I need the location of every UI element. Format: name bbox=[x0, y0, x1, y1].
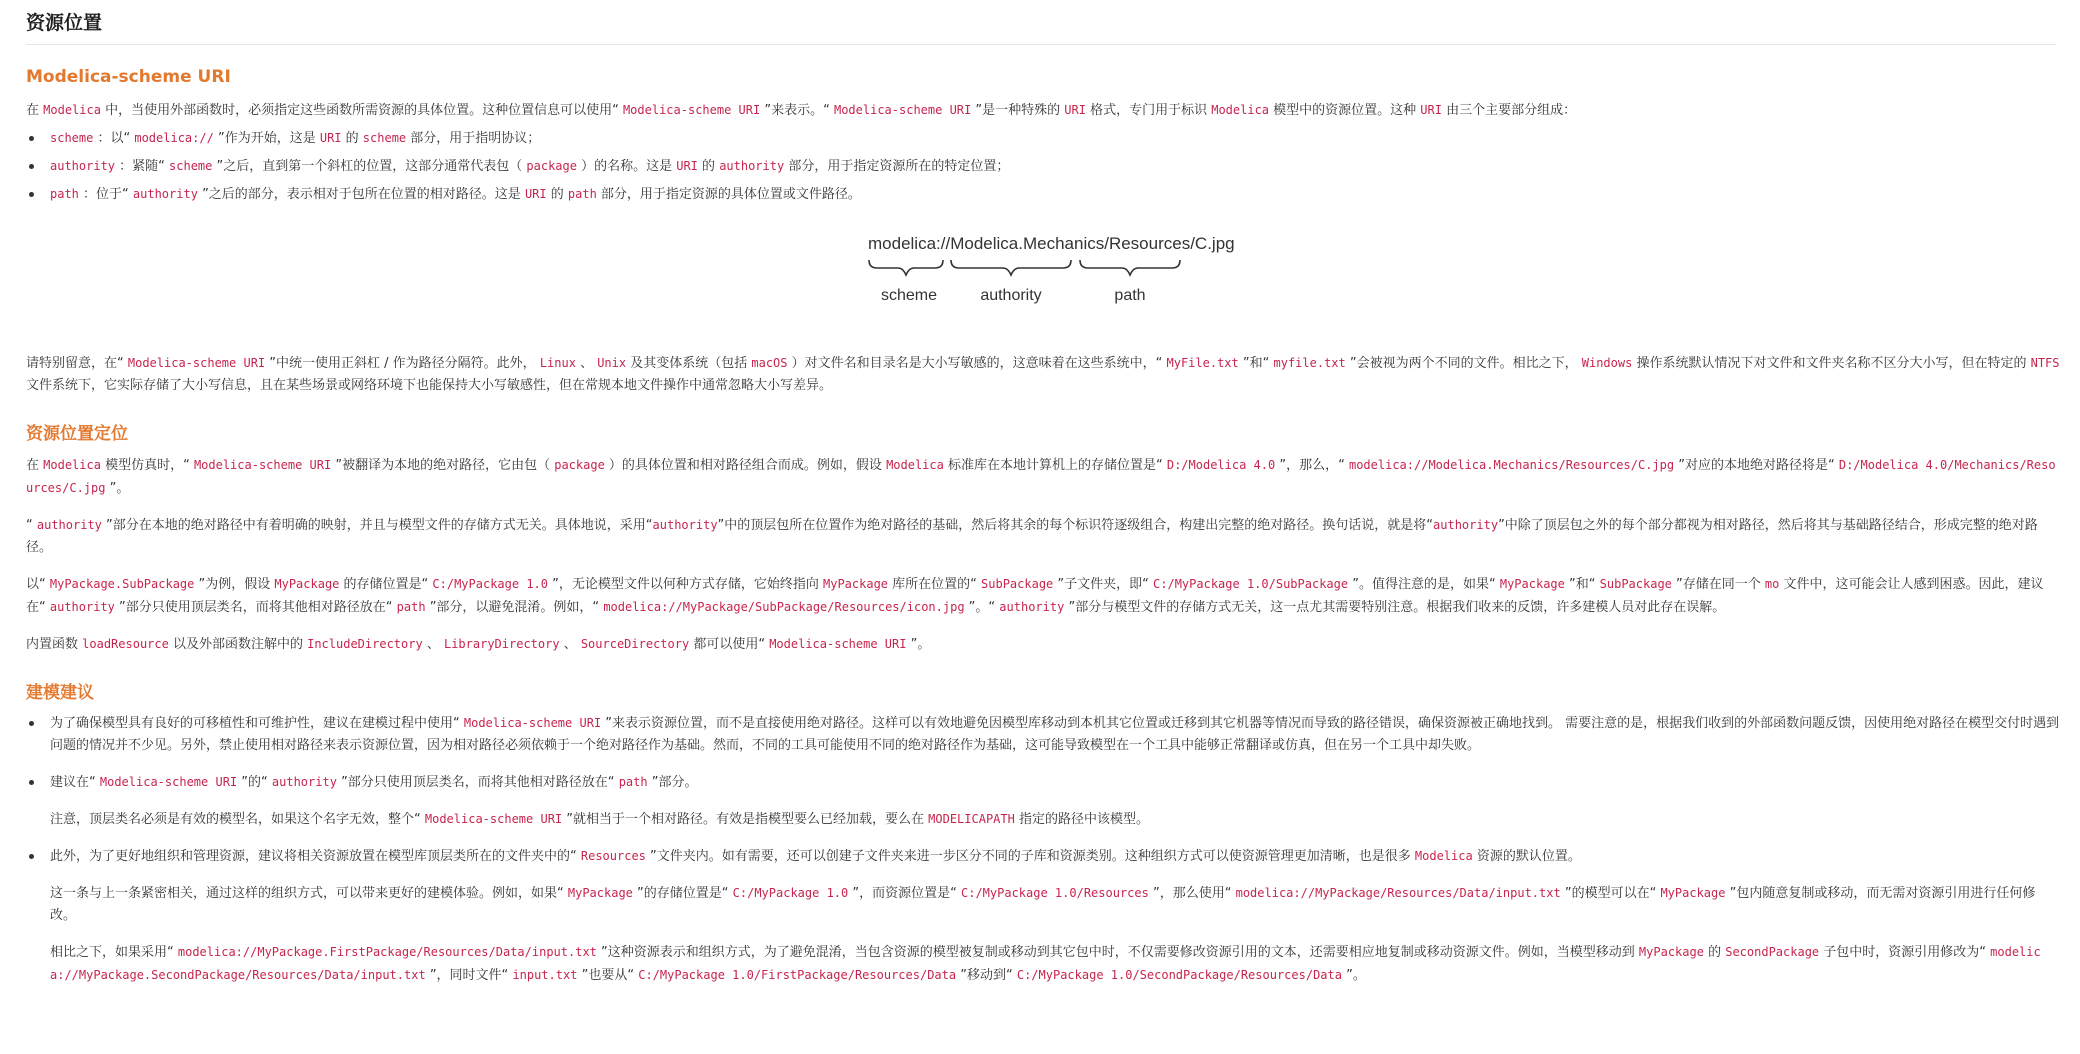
text-run: 在 bbox=[26, 103, 44, 118]
text-run: ）对文件名和目录名是大小写敏感的，这意味着在这些系统中，“ bbox=[787, 356, 1167, 371]
text-run: 格式，专门用于标识 bbox=[1085, 103, 1212, 118]
inline-code: Modelica bbox=[886, 458, 944, 472]
inline-code: MyPackage bbox=[567, 886, 633, 900]
text-run: ”。值得注意的是，如果“ bbox=[1348, 577, 1500, 592]
inline-code: scheme bbox=[362, 131, 407, 145]
text-run: 中，当使用外部函数时，必须指定这些函数所需资源的具体位置。这种位置信息可以使用“ bbox=[100, 103, 623, 118]
list-item-scheme bbox=[26, 127, 2060, 150]
inline-code: MyPackage bbox=[1638, 945, 1704, 959]
inline-code: package bbox=[526, 159, 577, 173]
text-run: 相比之下，如果采用“ bbox=[50, 945, 178, 960]
text-run: 注意，顶层类名必须是有效的模型名，如果这个名字无效，整个“ bbox=[50, 812, 425, 827]
inline-code: Modelica-scheme URI bbox=[127, 356, 266, 370]
section-heading-resource-location: 资源位置定位 bbox=[26, 424, 128, 444]
inline-code: MyPackage bbox=[1499, 577, 1565, 591]
text-run: 指定的路径中该模型。 bbox=[1014, 812, 1149, 827]
text-run: 的 bbox=[697, 159, 720, 174]
text-run: 库所在位置的“ bbox=[888, 577, 982, 592]
text-run: ）的名称。这是 bbox=[576, 159, 677, 174]
text-run: ”之后的部分，表示相对于包所在位置的相对路径。这是 bbox=[197, 187, 525, 202]
diagram-label-scheme: scheme bbox=[880, 287, 938, 304]
inline-code: authority bbox=[36, 518, 102, 532]
inline-code: SourceDirectory bbox=[580, 637, 690, 651]
diagram-uri-text: modelica://Modelica.Mechanics/Resources/C.jpg bbox=[868, 234, 1235, 253]
inline-code: MyPackage bbox=[1660, 886, 1726, 900]
text-run: 建议在“ bbox=[50, 775, 100, 790]
text-run: 部分，用于指明协议； bbox=[406, 131, 541, 146]
text-run: 、 bbox=[559, 637, 581, 652]
inline-code: authority bbox=[50, 159, 116, 173]
inline-code: Modelica-scheme URI bbox=[424, 812, 563, 826]
inline-code: authority bbox=[1433, 518, 1499, 532]
text-run: 资源的默认位置。 bbox=[1472, 849, 1581, 864]
text-run: ”，那么使用“ bbox=[1148, 886, 1236, 901]
text-run: 的 bbox=[1703, 945, 1726, 960]
text-run: 都可以使用“ bbox=[689, 637, 770, 652]
inline-code: MyPackage bbox=[823, 577, 889, 591]
inline-code: URI bbox=[524, 187, 547, 201]
inline-code: modelica:// bbox=[134, 131, 214, 145]
inline-code: C:/MyPackage 1.0/SecondPackage/Resources/Data bbox=[1016, 968, 1342, 982]
text-run: ”部分只使用顶层类名，而将其他相对路径放在“ bbox=[114, 600, 397, 615]
inline-code: authority bbox=[652, 518, 718, 532]
inline-code: modelica://MyPackage/SubPackage/Resources/icon.jpg bbox=[603, 600, 965, 614]
paragraph-authority-mapping bbox=[26, 514, 2060, 559]
text-run: 操作系统默认情况下对文件和文件夹名称不区分大小写，但在特定的 bbox=[1632, 356, 2031, 371]
inline-code: modelica://MyPackage/Resources/Data/input.txt bbox=[1235, 886, 1561, 900]
list-item-authority bbox=[26, 155, 2060, 178]
inline-code: C:/MyPackage 1.0/FirstPackage/Resources/Data bbox=[638, 968, 957, 982]
text-run: 此外，为了更好地组织和管理资源，建议将相关资源放置在模型库顶层类所在的文件夹中的“ bbox=[50, 849, 581, 864]
text-run: 子包中时，资源引用修改为“ bbox=[1819, 945, 1991, 960]
text-run: 以“ bbox=[26, 577, 50, 592]
list-item-path bbox=[26, 183, 2060, 206]
inline-code: NTFS bbox=[2030, 356, 2060, 370]
inline-code: Linux bbox=[539, 356, 576, 370]
text-run: 内置函数 bbox=[26, 637, 83, 652]
text-run: ”对应的本地绝对路径将是“ bbox=[1674, 458, 1839, 473]
inline-code: mo bbox=[1764, 577, 1780, 591]
inline-code: C:/MyPackage 1.0/Resources bbox=[961, 886, 1149, 900]
text-run: ”这种资源表示和组织方式，为了避免混淆，当包含资源的模型被复制或移动到其它包中时，不仅需要修改资源引用的文本，还需要相应地复制或移动资源文件。例如，当模型移动到 bbox=[596, 945, 1639, 960]
text-run: ”移动到“ bbox=[956, 968, 1017, 983]
text-run: 以及外部函数注解中的 bbox=[168, 637, 308, 652]
text-run: ”，同时文件“ bbox=[425, 968, 513, 983]
text-run: ”。 bbox=[906, 637, 931, 652]
text-run: ”。“ bbox=[964, 600, 1000, 615]
paragraph-builtin-functions bbox=[26, 633, 2060, 656]
inline-code: Modelica bbox=[43, 458, 101, 472]
brace-authority bbox=[951, 260, 1071, 275]
inline-code: authority bbox=[999, 600, 1065, 614]
inline-code: path bbox=[50, 187, 79, 201]
text-run: 请特别留意，在“ bbox=[26, 356, 128, 371]
inline-code: Modelica bbox=[1211, 103, 1270, 117]
diagram-label-authority: authority bbox=[980, 287, 1042, 304]
inline-code: MyPackage bbox=[274, 577, 340, 591]
inline-code: authority bbox=[132, 187, 198, 201]
inline-code: D:/Modelica 4.0/Mechanics/Resources/C.jpg bbox=[26, 458, 2056, 495]
text-run: 标准库在本地计算机上的存储位置是“ bbox=[943, 458, 1167, 473]
text-run: ”就相当于一个相对路径。有效是指模型要么已经加载，要么在 bbox=[562, 812, 929, 827]
text-run: 模型仿真时，“ bbox=[100, 458, 194, 473]
inline-code: C:/MyPackage 1.0/SubPackage bbox=[1153, 577, 1349, 591]
text-run: ”和“ bbox=[1238, 356, 1274, 371]
inline-code: authority bbox=[49, 600, 115, 614]
advice-note-experience bbox=[26, 882, 2060, 927]
text-run: 文件系统下，它实际存储了大小写信息，且在某些场景或网络环境下也能保持大小写敏感性，但在常规本地文件操作中通常忽略大小写差异。 bbox=[26, 378, 833, 393]
inline-code: URI bbox=[1420, 103, 1442, 117]
text-run: ”是一种特殊的 bbox=[971, 103, 1065, 118]
inline-code: IncludeDirectory bbox=[307, 637, 423, 651]
paragraph-example bbox=[26, 573, 2060, 619]
inline-code: scheme bbox=[169, 159, 213, 173]
inline-code: path bbox=[396, 600, 426, 614]
inline-code: D:/Modelica 4.0 bbox=[1166, 458, 1276, 472]
inline-code: MyPackage.SubPackage bbox=[49, 577, 195, 591]
inline-code: Modelica bbox=[1414, 849, 1473, 863]
text-run: ”中统一使用正斜杠 / 作为路径分隔符。此外， bbox=[265, 356, 540, 371]
advice-note-toplevel bbox=[26, 808, 2060, 831]
text-run: ”和“ bbox=[1564, 577, 1600, 592]
text-run: 的存储位置是“ bbox=[339, 577, 433, 592]
text-run: ”也要从“ bbox=[577, 968, 639, 983]
inline-code: Modelica-scheme URI bbox=[622, 103, 761, 117]
text-run: 为了确保模型具有良好的可移植性和可维护性，建议在建模过程中使用“ bbox=[50, 716, 464, 731]
text-run: 部分，用于指定资源所在的特定位置； bbox=[784, 159, 1010, 174]
text-run: 模型中的资源位置。这种 bbox=[1269, 103, 1421, 118]
paragraph-case-sensitivity bbox=[26, 352, 2060, 397]
inline-code: modelica://MyPackage.SecondPackage/Resources/Data/input.txt bbox=[50, 945, 2041, 982]
inline-code: Modelica-scheme URI bbox=[833, 103, 972, 117]
inline-code: LibraryDirectory bbox=[443, 637, 560, 651]
text-run: ”为例，假设 bbox=[194, 577, 275, 592]
text-run: ”的“ bbox=[237, 775, 272, 790]
text-run: ：紧随“ bbox=[115, 159, 170, 174]
inline-code: URI bbox=[1064, 103, 1086, 117]
inline-code: Windows bbox=[1581, 356, 1633, 370]
advice-item-resources-folder bbox=[26, 845, 2060, 868]
inline-code: Modelica-scheme URI bbox=[463, 716, 602, 730]
text-run: ”之后，直到第一个斜杠的位置，这部分通常代表包（ bbox=[212, 159, 527, 174]
brace-path bbox=[1080, 260, 1180, 275]
text-run: ”部分。 bbox=[647, 775, 698, 790]
inline-code: URI bbox=[676, 159, 698, 173]
inline-code: myfile.txt bbox=[1273, 356, 1346, 370]
text-run: ”会被视为两个不同的文件。相比之下， bbox=[1345, 356, 1582, 371]
paragraph-translation bbox=[26, 454, 2060, 500]
page-title: 资源位置 bbox=[26, 10, 2056, 45]
inline-code: MODELICAPATH bbox=[928, 812, 1015, 826]
text-run: ”的存储位置是“ bbox=[632, 886, 733, 901]
text-run: ”。 bbox=[1341, 968, 1366, 983]
text-run: ”子文件夹，即“ bbox=[1053, 577, 1154, 592]
inline-code: input.txt bbox=[512, 968, 578, 982]
text-run: ”来表示。“ bbox=[760, 103, 834, 118]
text-run: 文件中，这可能会让人感到困惑。因此，建议在“ bbox=[26, 577, 2044, 615]
inline-code: loadResource bbox=[82, 637, 169, 651]
inline-code: Modelica-scheme URI bbox=[193, 458, 332, 472]
text-run: 、 bbox=[422, 637, 444, 652]
text-run: ”中除了顶层包之外的每个部分都视为相对路径，然后将其与基础路径结合，形成完整的绝对路径。 bbox=[26, 518, 2038, 555]
inline-code: Modelica-scheme URI bbox=[99, 775, 238, 789]
inline-code: package bbox=[554, 458, 605, 472]
inline-code: C:/MyPackage 1.0 bbox=[432, 577, 548, 591]
text-run: ”来表示资源位置，而不是直接使用绝对路径。这样可以有效地避免因模型库移动到本机其它位置或迁移到其它机器等情况而导致的路径错误，确保资源被正确地找到。 需要注意的是，根据我们收到的外部函数问题反馈，因使用绝对路径在模型交付时遇到问题的情况并不少见。另外，禁止使用相对路径来表示资源位置，因为相对路径必须依赖于一个绝对路径作为基础。然而，不同的工具可能使用不同的绝对路径作为基础，这可能导致模型在一个工具中能够正常翻译或仿真，但在另一个工具中却失败。 bbox=[50, 716, 2060, 753]
advice-item-portability bbox=[26, 712, 2060, 757]
inline-code: Modelica-scheme URI bbox=[769, 637, 907, 651]
text-run: 的 bbox=[546, 187, 568, 202]
text-run: 的 bbox=[341, 131, 363, 146]
text-run: ”作为开始，这是 bbox=[213, 131, 320, 146]
inline-code: SubPackage bbox=[981, 577, 1054, 591]
text-run: ”部分只使用顶层类名，而将其他相对路径放在“ bbox=[336, 775, 619, 790]
text-run: 这一条与上一条紧密相关，通过这样的组织方式，可以带来更好的建模体验。例如，如果“ bbox=[50, 886, 568, 901]
text-run: ”部分，以避免混淆。例如，“ bbox=[425, 600, 604, 615]
inline-code: authority bbox=[719, 159, 785, 173]
inline-code: SecondPackage bbox=[1725, 945, 1820, 959]
text-run: ”中的顶层包所在位置作为绝对路径的基础，然后将其余的每个标识符逐级组合，构建出完整的绝对路径。换句话说，就是将“ bbox=[717, 518, 1434, 533]
text-run: ”文件夹内。如有需要，还可以创建子文件夹来进一步区分不同的子库和资源类别。这种组织方式可以使资源管理更加清晰，也是很多 bbox=[645, 849, 1415, 864]
text-run: “ bbox=[26, 518, 37, 533]
inline-code: modelica://MyPackage.FirstPackage/Resources/Data/input.txt bbox=[177, 945, 597, 959]
text-run: ”被翻译为本地的绝对路径，它由包（ bbox=[331, 458, 555, 473]
text-run: 及其变体系统（包括 bbox=[626, 356, 752, 371]
inline-code: C:/MyPackage 1.0 bbox=[732, 886, 849, 900]
inline-code: SubPackage bbox=[1599, 577, 1672, 591]
uri-structure-diagram bbox=[26, 228, 2056, 338]
text-run: 部分，用于指定资源的具体位置或文件路径。 bbox=[596, 187, 861, 202]
inline-code: scheme bbox=[50, 131, 94, 145]
text-run: ：以“ bbox=[93, 131, 135, 146]
inline-code: Modelica bbox=[43, 103, 101, 117]
diagram-label-path: path bbox=[1114, 287, 1146, 304]
advice-item-authority bbox=[26, 771, 2060, 794]
text-run: ”部分与模型文件的存储方式无关，这一点尤其需要特别注意。根据我们收来的反馈，许多建模人员对此存在误解。 bbox=[1064, 600, 1726, 615]
text-run: ）的具体位置和相对路径组合而成。例如，假设 bbox=[604, 458, 887, 473]
brace-scheme bbox=[869, 260, 943, 275]
text-run: ”。 bbox=[105, 481, 130, 496]
paragraph-intro bbox=[26, 99, 2060, 122]
text-run: ”，而资源位置是“ bbox=[848, 886, 961, 901]
text-run: ”部分在本地的绝对路径中有着明确的映射，并且与模型文件的存储方式无关。具体地说，采用“ bbox=[101, 518, 653, 533]
text-run: ”包内随意复制或移动，而无需对资源引用进行任何修改。 bbox=[50, 886, 2036, 923]
text-run: ：位于“ bbox=[78, 187, 133, 202]
inline-code: path bbox=[618, 775, 648, 789]
inline-code: modelica://Modelica.Mechanics/Resources/C.jpg bbox=[1348, 458, 1675, 472]
inline-code: Resources bbox=[580, 849, 646, 863]
inline-code: macOS bbox=[751, 356, 788, 370]
inline-code: path bbox=[567, 187, 597, 201]
text-run: ”的模型可以在“ bbox=[1560, 886, 1661, 901]
text-run: ”，那么，“ bbox=[1275, 458, 1349, 473]
inline-code: MyFile.txt bbox=[1166, 356, 1239, 370]
section-heading-modeling-advice: 建模建议 bbox=[26, 683, 94, 703]
text-run: ”，无论模型文件以何种方式存储，它始终指向 bbox=[548, 577, 823, 592]
inline-code: authority bbox=[271, 775, 337, 789]
advice-note-comparison bbox=[26, 941, 2060, 987]
text-run: ”存储在同一个 bbox=[1671, 577, 1765, 592]
inline-code: Unix bbox=[597, 356, 627, 370]
text-run: 、 bbox=[575, 356, 598, 371]
section-heading-modelica-scheme-uri: Modelica-scheme URI bbox=[26, 67, 231, 87]
text-run: 由三个主要部分组成： bbox=[1441, 103, 1577, 118]
text-run: 在 bbox=[26, 458, 44, 473]
inline-code: URI bbox=[319, 131, 342, 145]
